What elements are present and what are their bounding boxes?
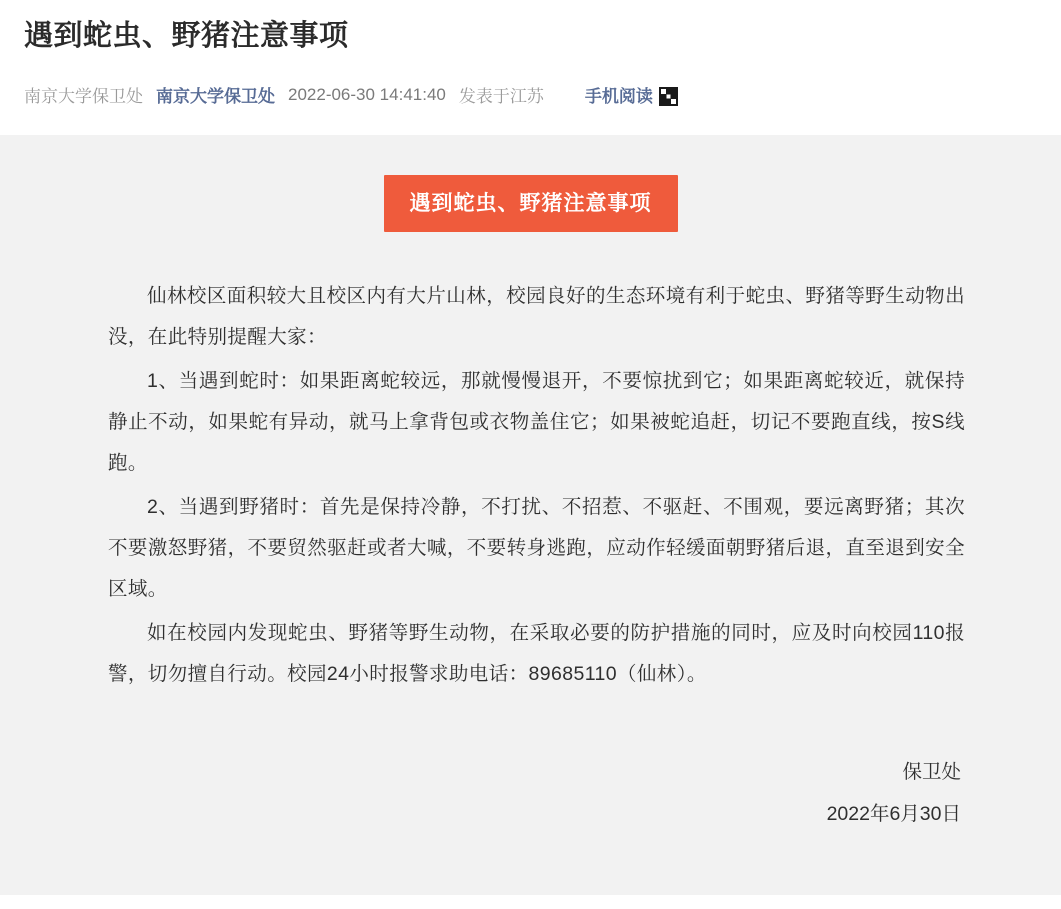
article-meta	[24, 82, 1037, 107]
mobile-read-link[interactable]: 手机阅读	[584, 87, 653, 106]
article-banner-heading: 遇到蛇虫、野猪注意事项	[384, 175, 678, 232]
article-header	[0, 8, 1061, 107]
signature-date: 2022年6月30日	[826, 803, 961, 825]
paragraph: 1、当遇到蛇时：如果距离蛇较远，那就慢慢退开，不要惊扰到它；如果距离蛇较近，就保持静止不动，如果蛇有异动，就马上拿背包或衣物盖住它；如果被蛇追赶，切记不要跑直线，按S线跑。	[108, 370, 965, 474]
banner-container	[22, 175, 1039, 232]
signature-department: 保卫处	[902, 761, 961, 783]
qr-code-icon[interactable]	[659, 87, 678, 106]
meta-location: 发表于江苏	[458, 87, 544, 106]
page-bottom-strip	[0, 895, 1061, 909]
paragraph: 如在校园内发现蛇虫、野猪等野生动物，在采取必要的防护措施的同时，应及时向校园110报警，切勿擅自行动。校园24小时报警求助电话：89685110（仙林）。	[108, 622, 965, 685]
meta-account-link[interactable]: 南京大学保卫处	[156, 87, 275, 106]
page-title: 遇到蛇虫、野猪注意事项	[24, 20, 349, 52]
paragraph: 2、当遇到野猪时：首先是保持冷静，不打扰、不招惹、不驱赶、不围观，要远离野猪；其次不要激怒野猪，不要贸然驱赶或者大喊，不要转身逃跑，应动作轻缓面朝野猪后退，直至退到安全区域。	[108, 496, 965, 600]
article-body	[22, 276, 1039, 695]
meta-datetime: 2022-06-30 14:41:40	[288, 84, 446, 104]
meta-source: 南京大学保卫处	[24, 87, 143, 106]
paragraph: 仙林校区面积较大且校区内有大片山林，校园良好的生态环境有利于蛇虫、野猪等野生动物出没，在此特别提醒大家：	[108, 285, 965, 348]
article-signature	[22, 751, 1039, 835]
article-content-panel	[0, 135, 1061, 895]
